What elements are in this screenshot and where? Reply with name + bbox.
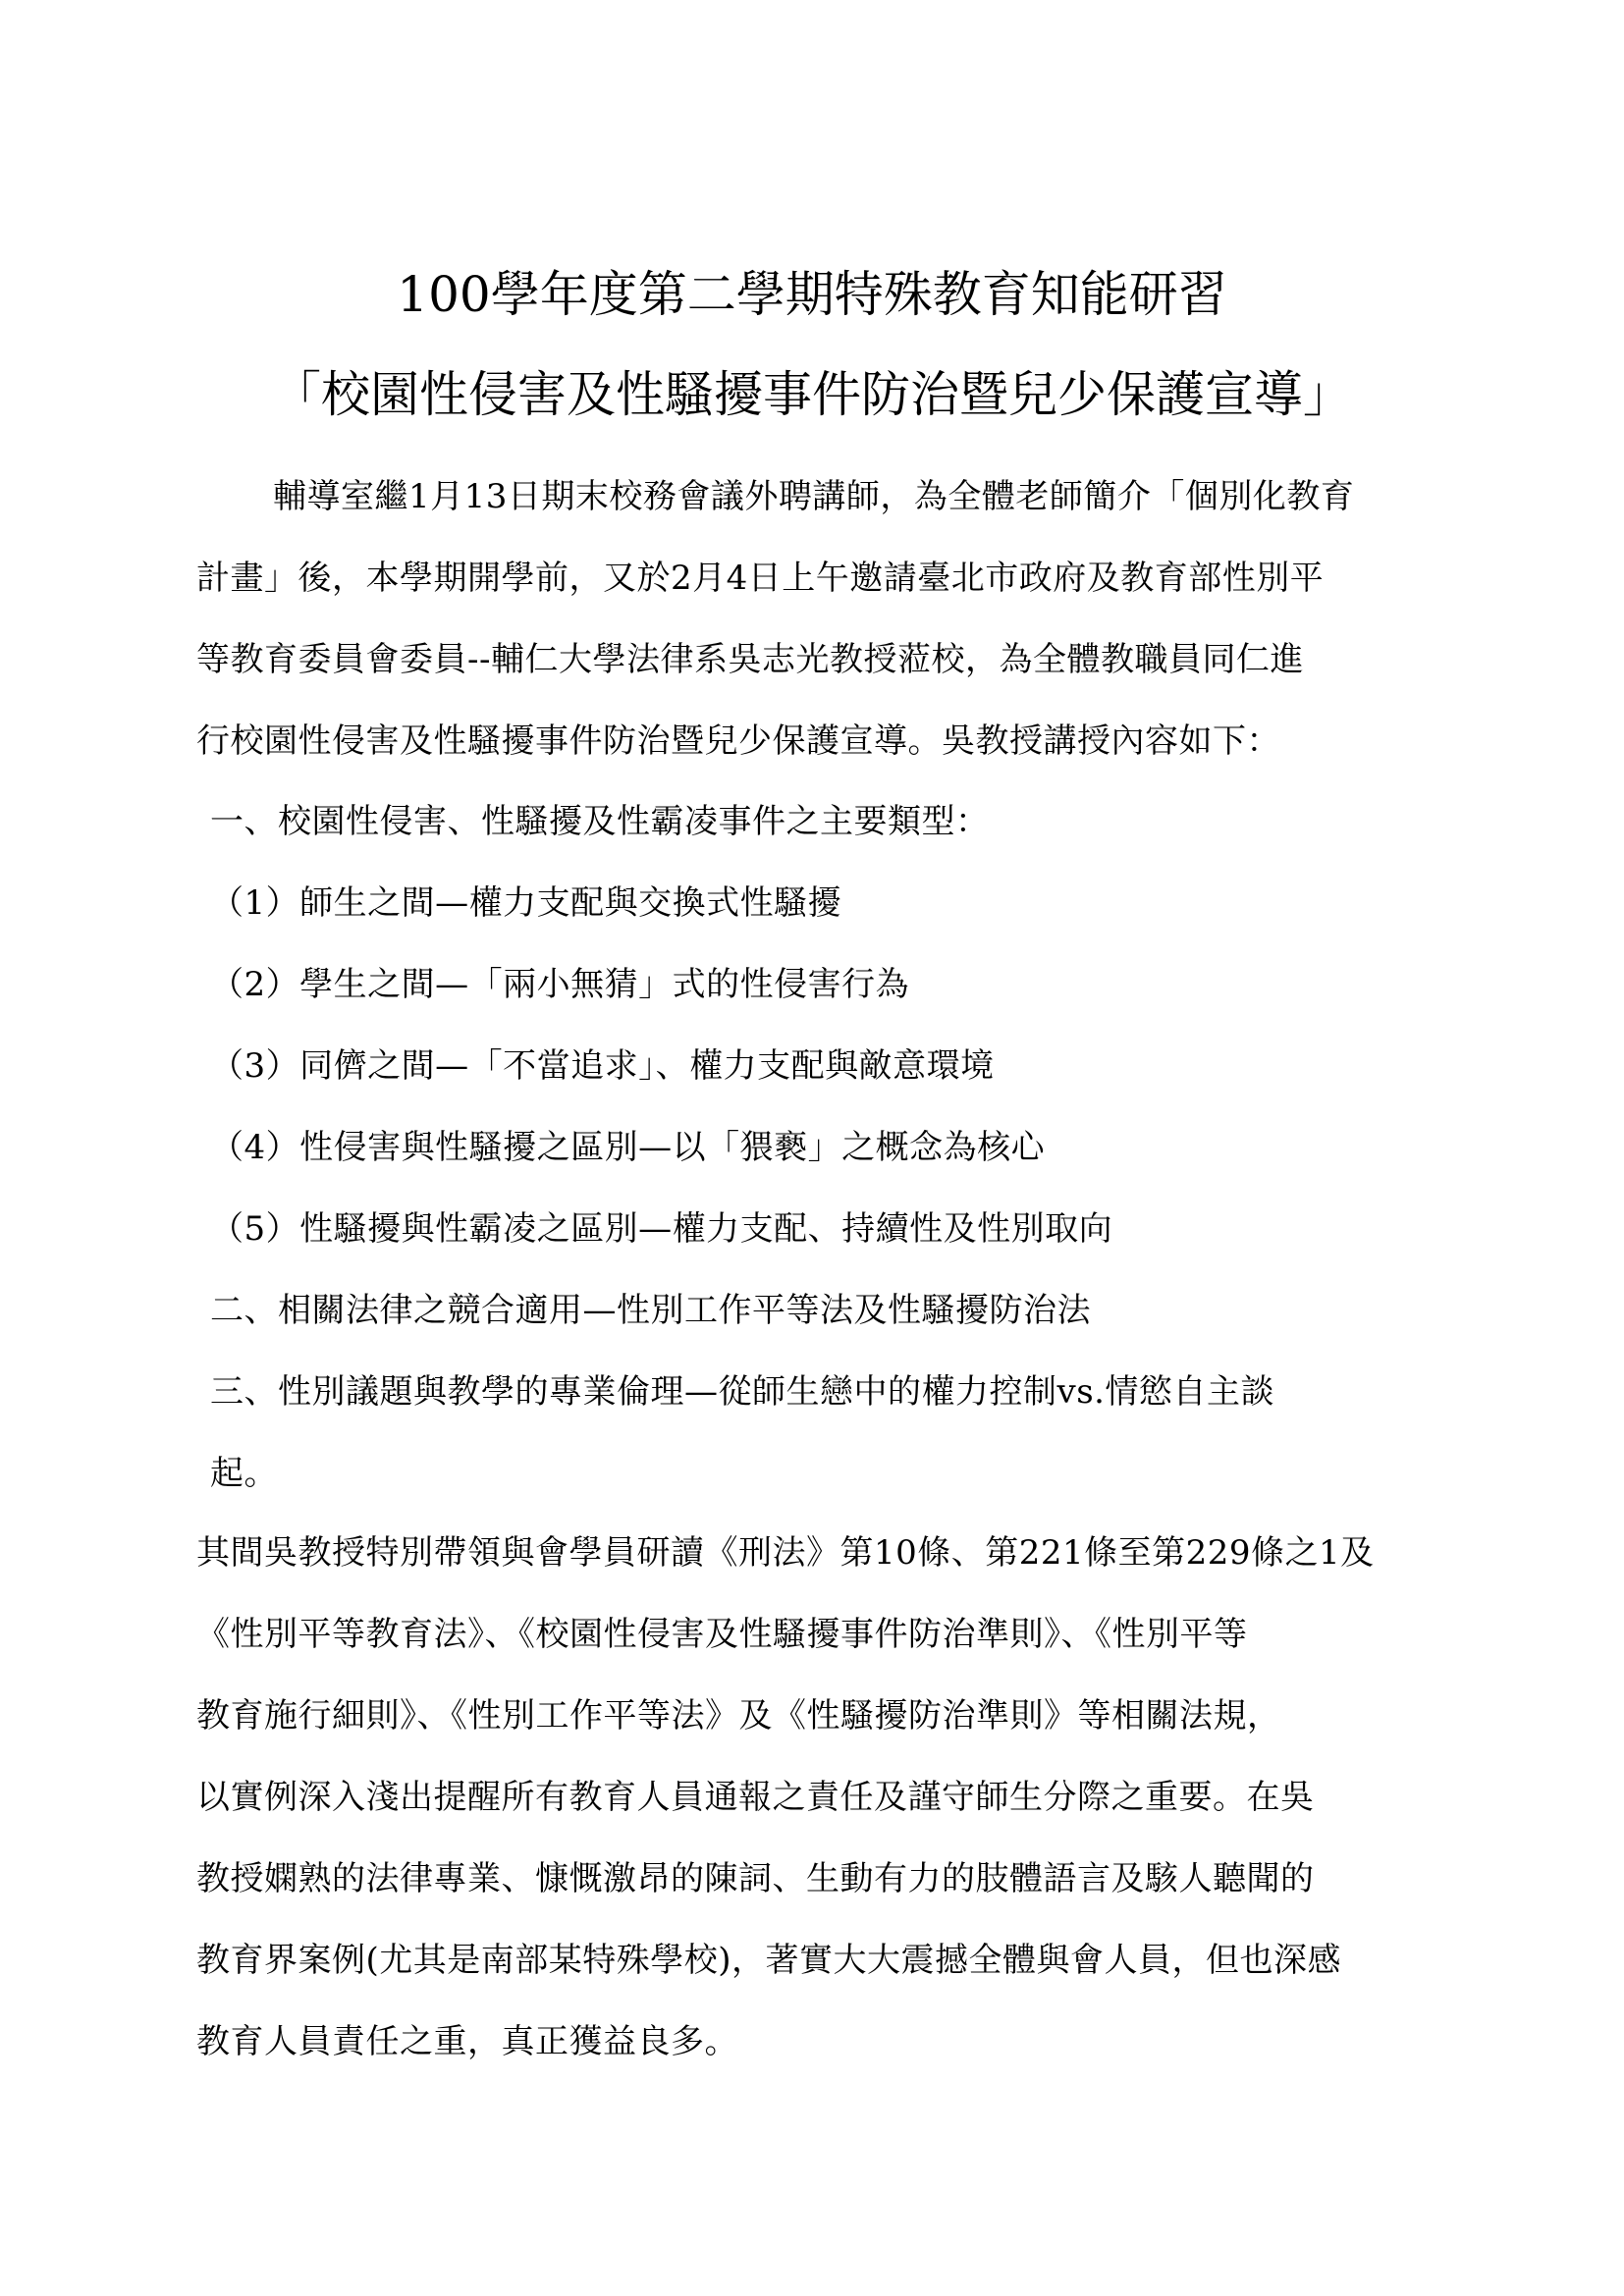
list-item-3: （3）同儕之間—「不當追求」、權力支配與敵意環境 <box>210 1046 995 1086</box>
list-item-4: （4）性侵害與性騷擾之區別—以「猥褻」之概念為核心 <box>210 1128 1046 1167</box>
section-1-heading: 一、校園性侵害、性騷擾及性霸凌事件之主要類型： <box>210 802 990 841</box>
closing-line-5: 教授嫻熟的法律專業、慷慨激昂的陳詞、生動有力的肢體語言及駭人聽聞的 <box>196 1859 1315 1898</box>
document-subtitle: 「校園性侵害及性騷擾事件防治暨兒少保護宣導」 <box>272 366 1352 423</box>
list-item-1: （1）師生之間—權力支配與交換式性騷擾 <box>210 883 842 923</box>
section-2-heading: 二、相關法律之競合適用—性別工作平等法及性騷擾防治法 <box>210 1291 1091 1330</box>
intro-line-1: 輔導室繼1月13日期末校務會議外聘講師，為全體老師簡介「個別化教育 <box>273 477 1355 516</box>
intro-line-2: 計畫」後，本學期開學前，又於2月4日上午邀請臺北市政府及教育部性別平 <box>196 559 1325 598</box>
document-title: 100學年度第二學期特殊教育知能研習 <box>397 266 1227 323</box>
section-3-continuation: 起。 <box>210 1454 278 1493</box>
intro-line-3: 等教育委員會委員--輔仁大學法律系吳志光教授蒞校，為全體教職員同仁進 <box>196 640 1304 679</box>
closing-line-3: 教育施行細則》、《性別工作平等法》及《性騷擾防治準則》等相關法規， <box>196 1696 1281 1735</box>
closing-line-7: 教育人員責任之重，真正獲益良多。 <box>196 2022 738 2061</box>
closing-line-4: 以實例深入淺出提醒所有教育人員通報之責任及謹守師生分際之重要。在吳 <box>196 1778 1315 1817</box>
section-3-heading: 三、性別議題與教學的專業倫理—從師生戀中的權力控制vs.情慾自主談 <box>210 1372 1274 1412</box>
list-item-2: （2）學生之間—「兩小無猜」式的性侵害行為 <box>210 965 910 1004</box>
closing-line-6: 教育界案例(尤其是南部某特殊學校)，著實大大震撼全體與會人員，但也深感 <box>196 1941 1342 1980</box>
intro-line-4: 行校園性侵害及性騷擾事件防治暨兒少保護宣導。吳教授講授內容如下： <box>196 721 1280 761</box>
closing-line-2: 《性別平等教育法》、《校園性侵害及性騷擾事件防治準則》、《性別平等 <box>196 1615 1248 1654</box>
list-item-5: （5）性騷擾與性霸凌之區別—權力支配、持續性及性別取向 <box>210 1209 1113 1249</box>
closing-line-1: 其間吳教授特別帶領與會學員研讀《刑法》第10條、第221條至第229條之1及 <box>196 1533 1375 1573</box>
